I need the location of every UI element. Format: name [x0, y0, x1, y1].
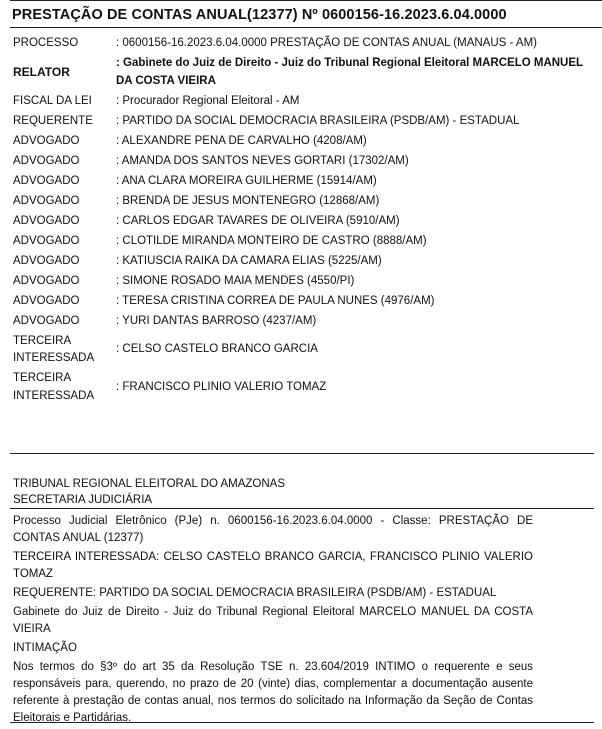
- party-value: : KATIUSCIA RAIKA DA CAMARA ELIAS (5225/AM): [116, 254, 382, 267]
- party-row-advogado: [13, 253, 598, 271]
- party-label: ADVOGADO: [13, 174, 80, 187]
- party-row-advogado: [13, 233, 598, 251]
- department-name: SECRETARIA JUDICIÁRIA: [13, 494, 153, 506]
- party-row-advogado: [13, 313, 598, 331]
- party-value: : ANA CLARA MOREIRA GUILHERME (15914/AM): [116, 174, 377, 187]
- bottom-divider: [10, 722, 594, 723]
- court-name: TRIBUNAL REGIONAL ELEITORAL DO AMAZONAS: [13, 478, 286, 490]
- party-value: : Procurador Regional Eleitoral - AM: [116, 94, 300, 107]
- section-divider: [10, 453, 594, 454]
- party-row-advogado: [13, 133, 598, 151]
- party-label: ADVOGADO: [13, 234, 80, 247]
- party-row-terceira-interessada: [13, 370, 598, 405]
- party-row-requerente: [13, 113, 598, 131]
- party-value: : CARLOS EDGAR TAVARES DE OLIVEIRA (5910/AM): [116, 214, 400, 227]
- party-label: FISCAL DA LEI: [13, 94, 92, 107]
- party-label: PROCESSO: [13, 37, 79, 49]
- party-row-relator: [13, 55, 598, 90]
- rapporteur-line: Gabinete do Juiz de Direito - Juiz do Tribunal Regional Eleitoral MARCELO MANUEL DA COSTA VIEIRA: [13, 606, 533, 635]
- document-title: PRESTAÇÃO DE CONTAS ANUAL(12377) Nº 0600156-16.2023.6.04.0000: [12, 7, 507, 23]
- organization-block: [13, 476, 285, 508]
- party-value: : CLOTILDE MIRANDA MONTEIRO DE CASTRO (8888/AM): [116, 234, 427, 247]
- party-value: : ALEXANDRE PENA DE CARVALHO (4208/AM): [116, 134, 367, 147]
- party-label: ADVOGADO: [13, 254, 80, 267]
- party-label: REQUERENTE: [13, 114, 93, 127]
- party-label: ADVOGADO: [13, 214, 80, 227]
- party-label: ADVOGADO: [13, 154, 80, 167]
- intimation-body: [13, 513, 533, 729]
- party-row-advogado: [13, 213, 598, 231]
- intimation-heading: INTIMAÇÃO: [13, 642, 77, 654]
- party-value: : 0600156-16.2023.6.04.0000 PRESTAÇÃO DE CONTAS ANUAL (MANAUS - AM): [116, 37, 537, 49]
- party-value: : Gabinete do Juiz de Direito - Juiz do Tribunal Regional Eleitoral MARCELO MANUEL DA COSTA VIEIRA: [116, 57, 583, 87]
- party-label: ADVOGADO: [13, 134, 80, 147]
- party-label: ADVOGADO: [13, 314, 80, 327]
- party-row-advogado: [13, 273, 598, 291]
- party-value: : BRENDA DE JESUS MONTENEGRO (12868/AM): [116, 194, 380, 207]
- party-row-fiscal-da-lei: [13, 93, 598, 111]
- party-row-advogado: [13, 153, 598, 171]
- party-value: : TERESA CRISTINA CORREA DE PAULA NUNES (4976/AM): [116, 294, 435, 307]
- party-value: : PARTIDO DA SOCIAL DEMOCRACIA BRASILEIRA (PSDB/AM) - ESTADUAL: [116, 114, 520, 127]
- party-value: : AMANDA DOS SANTOS NEVES GORTARI (17302/AM): [116, 154, 409, 167]
- party-label: TERCEIRA INTERESSADA: [13, 334, 95, 364]
- party-row-terceira-interessada: [13, 333, 598, 368]
- party-row-processo: [13, 35, 598, 53]
- interested-third-parties-line: TERCEIRA INTERESSADA: CELSO CASTELO BRANCO GARCIA, FRANCISCO PLINIO VALERIO TOMAZ: [13, 551, 533, 580]
- process-line: Processo Judicial Eletrônico (PJe) n. 0600156-16.2023.6.04.0000 - Classe: PRESTAÇÃO DE CONTAS ANUAL (12377): [13, 515, 533, 544]
- intimation-paragraph: Nos termos do §3º do art 35 da Resolução TSE n. 23.604/2019 INTIMO o requerente e seus responsáveis para, querendo, no prazo de 20 (vinte) dias, complementar a documentação ausente referente à prestação de contas anual, nos termos do solicitado na Informação da Seção de Contas Eleitorais e Partidárias.: [13, 661, 533, 724]
- party-row-advogado: [13, 173, 598, 191]
- requester-line: REQUERENTE: PARTIDO DA SOCIAL DEMOCRACIA BRASILEIRA (PSDB/AM) - ESTADUAL: [13, 587, 497, 599]
- party-label: TERCEIRA INTERESSADA: [13, 372, 95, 402]
- party-value: : CELSO CASTELO BRANCO GARCIA: [116, 343, 318, 356]
- party-label: ADVOGADO: [13, 294, 80, 307]
- document-header: [10, 0, 602, 28]
- body-divider: [10, 508, 594, 509]
- party-row-advogado: [13, 293, 598, 311]
- party-label: ADVOGADO: [13, 194, 80, 207]
- party-value: : YURI DANTAS BARROSO (4237/AM): [116, 314, 317, 327]
- party-label: RELATOR: [13, 64, 70, 79]
- party-value: : FRANCISCO PLINIO VALERIO TOMAZ: [116, 380, 327, 393]
- party-value: : SIMONE ROSADO MAIA MENDES (4550/PI): [116, 274, 355, 287]
- party-row-advogado: [13, 193, 598, 211]
- party-table: [13, 35, 598, 408]
- party-label: ADVOGADO: [13, 274, 80, 287]
